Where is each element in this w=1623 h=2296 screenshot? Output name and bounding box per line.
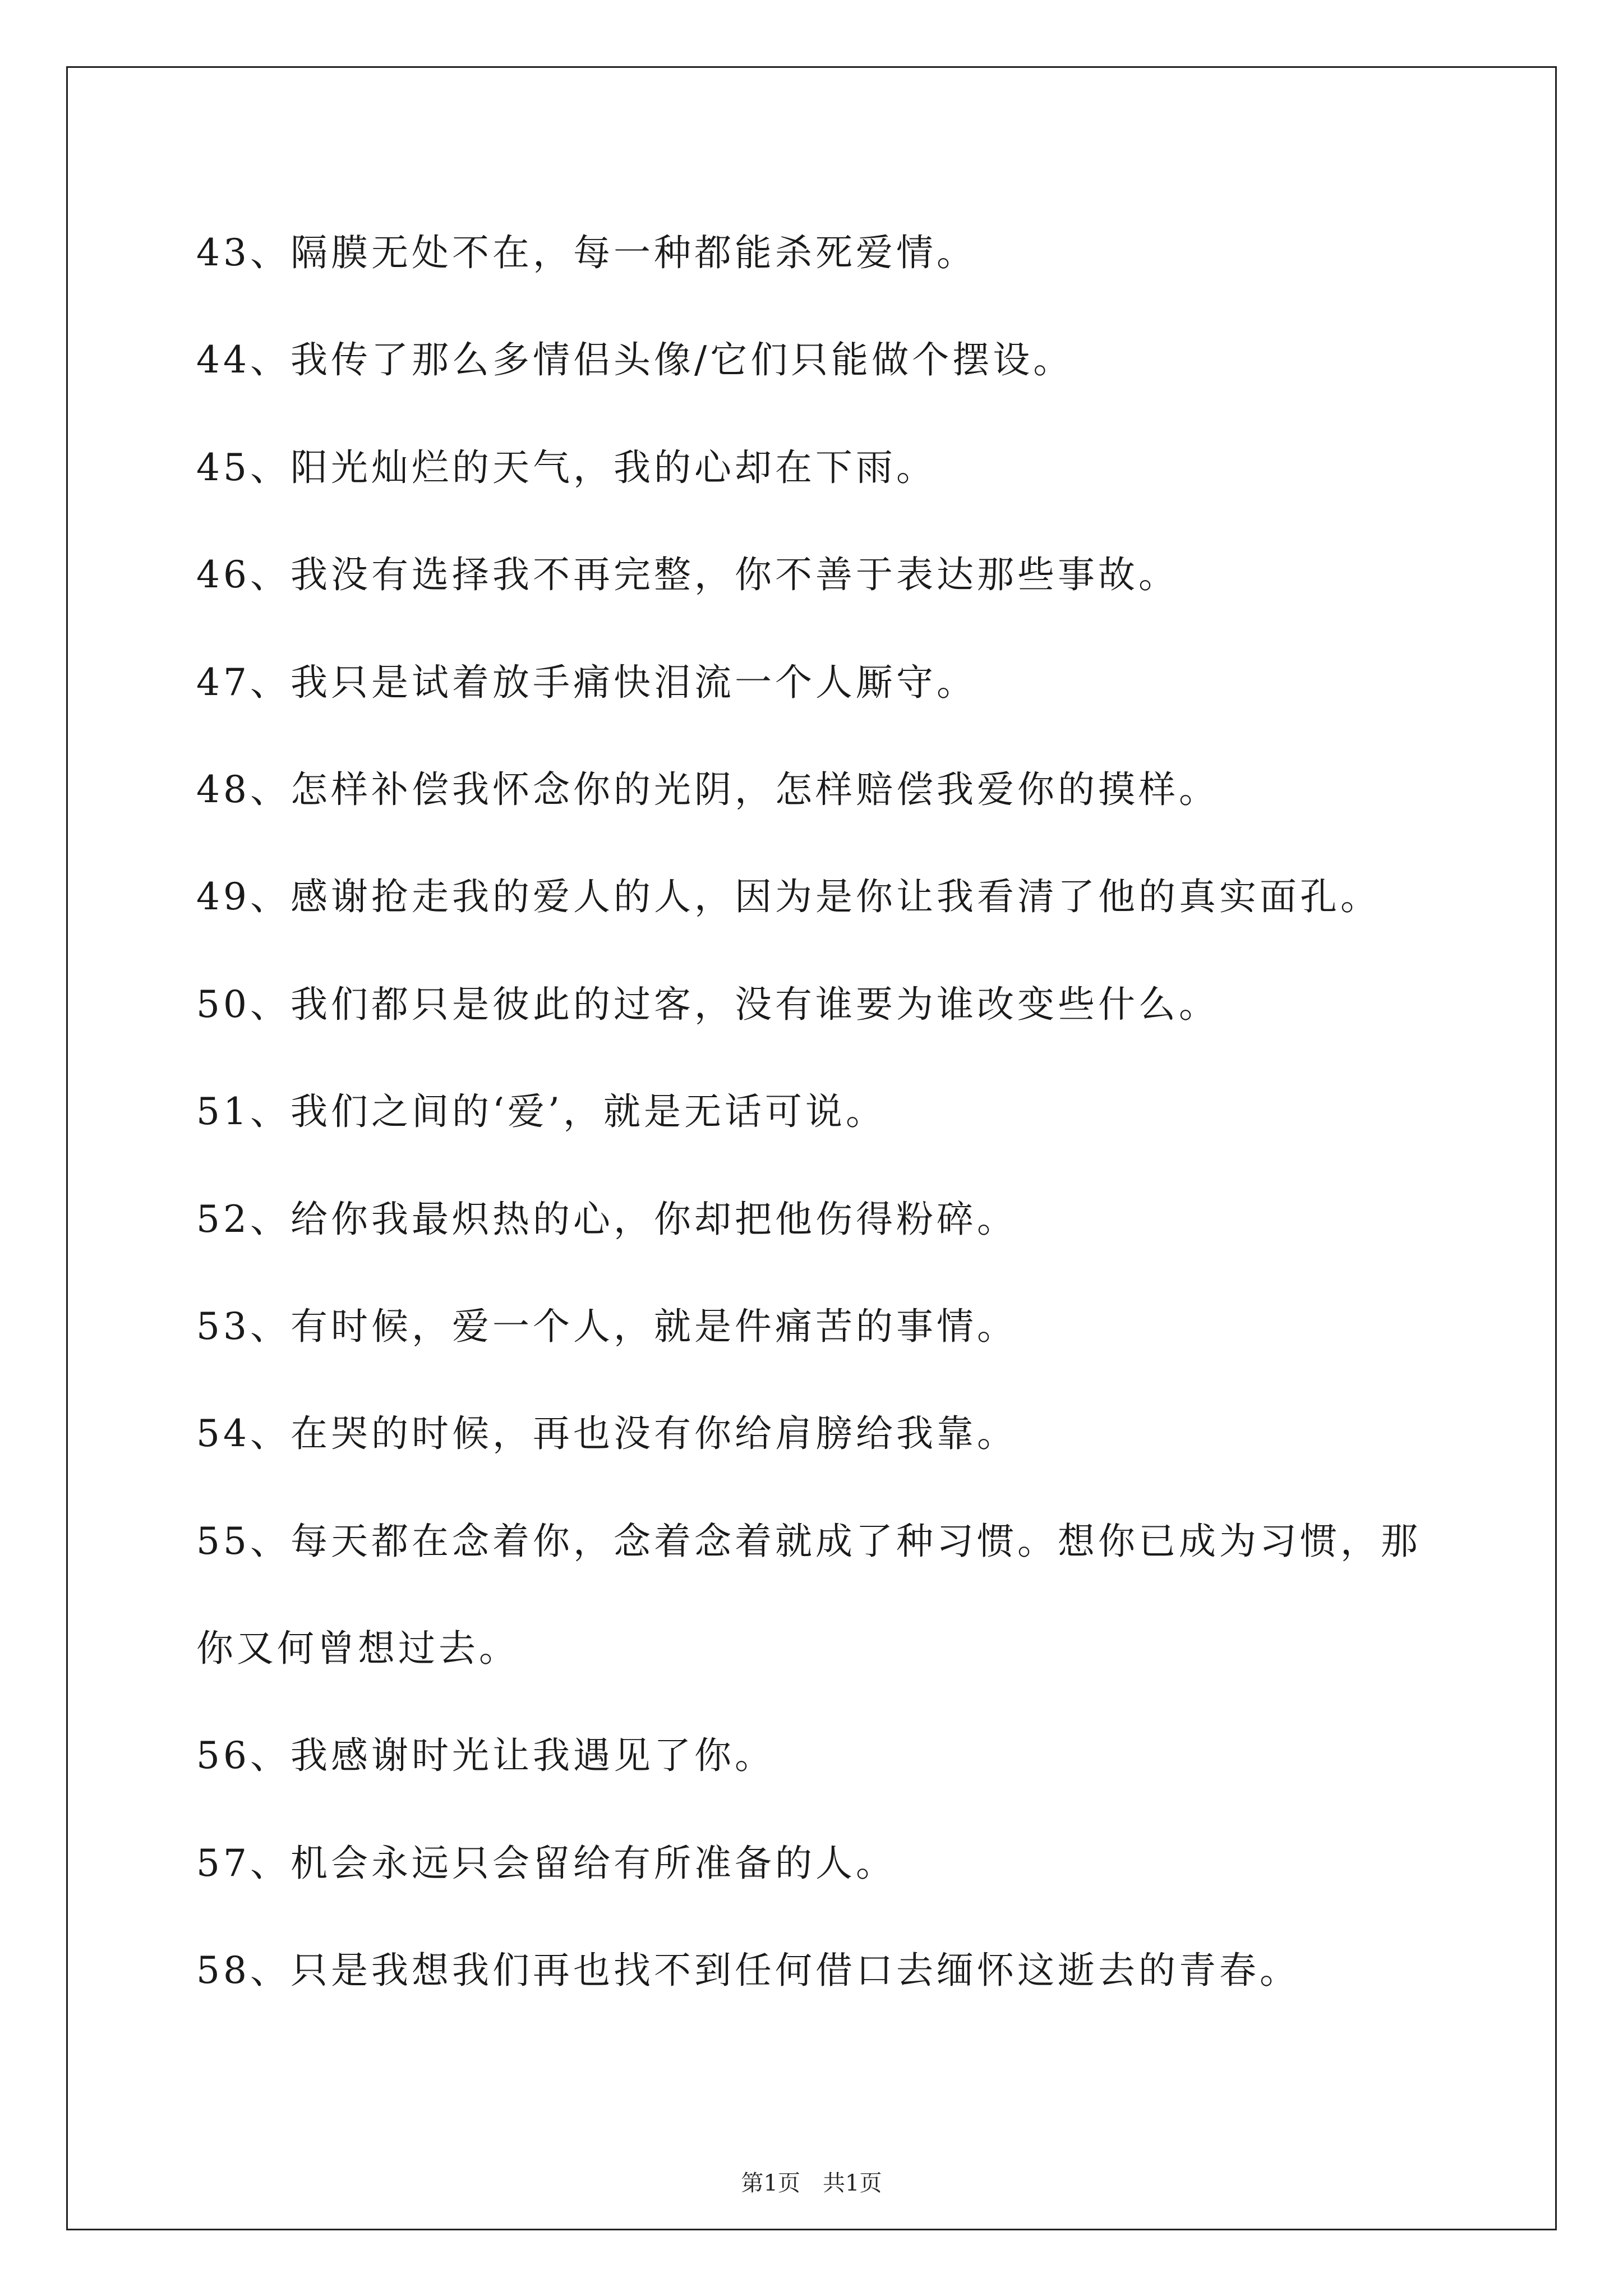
list-item: 47、我只是试着放手痛快泪流一个人厮守。 — [196, 660, 977, 704]
list-item: 44、我传了那么多情侣头像/它们只能做个摆设。 — [196, 338, 1074, 382]
list-item: 58、只是我想我们再也找不到任何借口去缅怀这逝去的青春。 — [196, 1949, 1300, 1993]
list-item: 46、我没有选择我不再完整，你不善于表达那些事故。 — [196, 553, 1179, 597]
list-item: 52、给你我最炽热的心，你却把他伤得粉碎。 — [196, 1197, 1017, 1241]
list-item: 50、我们都只是彼此的过客，没有谁要为谁改变些什么。 — [196, 982, 1219, 1026]
list-item: 49、感谢抢走我的爱人的人，因为是你让我看清了他的真实面孔。 — [196, 875, 1381, 919]
list-item: 45、阳光灿烂的天气，我的心却在下雨。 — [196, 445, 937, 489]
list-item: 51、我们之间的‘爱’，就是无话可说。 — [196, 1090, 886, 1134]
quote-list — [196, 199, 1486, 2024]
list-item: 48、怎样补偿我怀念你的光阴，怎样赔偿我爱你的摸样。 — [196, 767, 1219, 811]
list-item: 53、有时候，爱一个人，就是件痛苦的事情。 — [196, 1304, 1017, 1348]
list-item: 43、隔膜无处不在，每一种都能杀死爱情。 — [196, 231, 977, 274]
list-item: 54、在哭的时候，再也没有你给肩膀给我靠。 — [196, 1412, 1017, 1456]
list-item: 55、每天都在念着你，念着念着就成了种习惯。想你已成为习惯，那 — [196, 1519, 1421, 1563]
list-item-continuation: 你又何曾想过去。 — [196, 1627, 519, 1671]
list-item: 57、机会永远只会留给有所准备的人。 — [196, 1841, 896, 1885]
list-item: 56、我感谢时光让我遇见了你。 — [196, 1734, 775, 1778]
page-number-footer: 第1页 共1页 — [741, 2170, 882, 2196]
